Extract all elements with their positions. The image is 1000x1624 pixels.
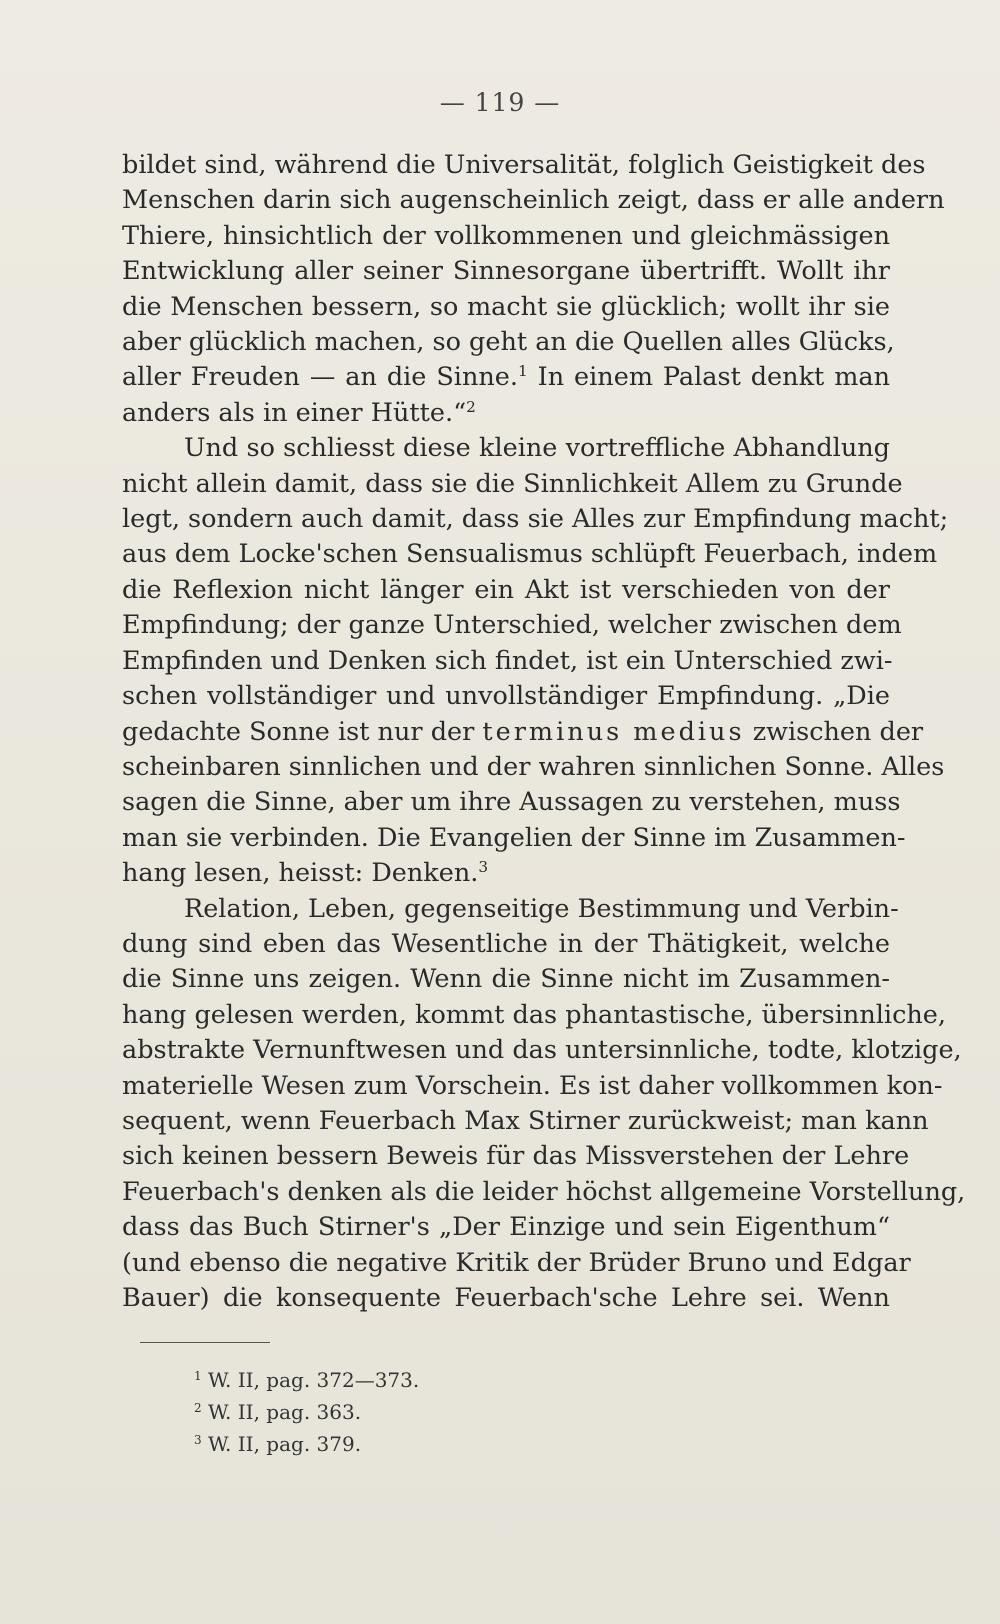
footnote-mark: 2 [466,397,476,416]
text-fragment: gedachte Sonne ist nur der [122,716,475,747]
text-line: legt, sondern auch damit, dass sie Alles zur Empfindung macht; [122,504,949,535]
text-line: Menschen darin sich augenscheinlich zeigt, dass er alle andern [122,185,945,216]
text-fragment: anders als in einer Hütte.“ [122,397,467,428]
text-fragment: zwischen der [752,716,924,747]
footnote-number: 2 [194,1400,202,1415]
text-line: materielle Wesen zum Vorschein. Es ist daher vollkommen kon- [122,1070,943,1101]
footnote [194,1396,419,1428]
footnote-text: W. II, pag. 363. [208,1400,362,1424]
text-line: die Reflexion nicht länger ein Akt ist verschieden von der [122,574,890,605]
footnote-text: W. II, pag. 372—373. [208,1368,420,1392]
text-line: sagen die Sinne, aber um ihre Aussagen zu verstehen, muss [122,787,901,818]
text-line [122,396,890,431]
footnote-divider [140,1342,270,1343]
footnote-number: 3 [194,1432,202,1447]
text-line: Empfinden und Denken sich findet, ist ein Unterschied zwi- [122,645,893,676]
text-line: Feuerbach's denken als die leider höchst allgemeine Vorstellung, [122,1176,966,1207]
main-text [122,148,966,1316]
text-line: aus dem Locke'schen Sensualismus schlüpft Feuerbach, indem [122,539,938,570]
footnotes [194,1364,419,1460]
text-line: bildet sind, während die Universalität, folglich Geistigkeit des [122,150,926,180]
footnote-text: W. II, pag. 379. [208,1432,362,1456]
text-line: die Menschen bessern, so macht sie glücklich; wollt ihr sie [122,291,890,322]
footnote-number: 1 [194,1368,202,1383]
text-fragment: hang lesen, heisst: Denken. [122,858,479,889]
text-line: aber glücklich machen, so geht an die Quellen alles Glücks, [122,327,895,358]
text-fragment: In einem Palast denkt man [537,362,890,393]
text-line: sequent, wenn Feuerbach Max Stirner zurückweist; man kann [122,1105,929,1136]
text-line: nicht allein damit, dass sie die Sinnlichkeit Allem zu Grunde [122,468,903,499]
text-line: hang gelesen werden, kommt das phantastische, übersinnliche, [122,999,946,1030]
text-line: Thiere, hinsichtlich der vollkommenen und gleichmässigen [122,220,890,251]
text-fragment: aller Freuden — an die Sinne. [122,362,518,393]
text-line: schen vollständiger und unvollständiger Empfindung. „Die [122,681,890,712]
page-number: — 119 — [439,88,561,117]
spaced-term: terminus medius [482,716,745,747]
text-line: man sie verbinden. Die Evangelien der Sinne im Zusammen- [122,822,906,853]
text-line [122,360,890,395]
footnote-mark: 3 [478,857,489,876]
footnote [194,1428,419,1460]
text-line: die Sinne uns zeigen. Wenn die Sinne nicht im Zusammen- [122,964,890,995]
text-line: Entwicklung aller seiner Sinnesorgane übertrifft. Wollt ihr [122,256,890,287]
text-line [122,715,924,750]
text-line: Und so schliesst diese kleine vortreffliche Abhandlung [184,433,890,464]
footnote-mark: 1 [517,362,528,381]
text-line: dung sind eben das Wesentliche in der Thätigkeit, welche [122,928,890,959]
text-line: dass das Buch Stirner's „Der Einzige und sein Eigenthum“ [122,1212,890,1243]
text-line: scheinbaren sinnlichen und der wahren sinnlichen Sonne. Alles [122,751,945,782]
text-line [122,856,890,891]
text-line: abstrakte Vernunftwesen und das untersinnliche, todte, klotzige, [122,1035,962,1066]
text-line: Relation, Leben, gegenseitige Bestimmung und Verbin- [184,893,899,924]
footnote [194,1364,419,1396]
text-line: (und ebenso die negative Kritik der Brüder Bruno und Edgar [122,1247,911,1278]
text-line: sich keinen bessern Beweis für das Missverstehen der Lehre [122,1141,910,1172]
text-line: Bauer) die konsequente Feuerbach'sche Lehre sei. Wenn [122,1283,890,1313]
text-line: Empfindung; der ganze Unterschied, welcher zwischen dem [122,610,902,641]
